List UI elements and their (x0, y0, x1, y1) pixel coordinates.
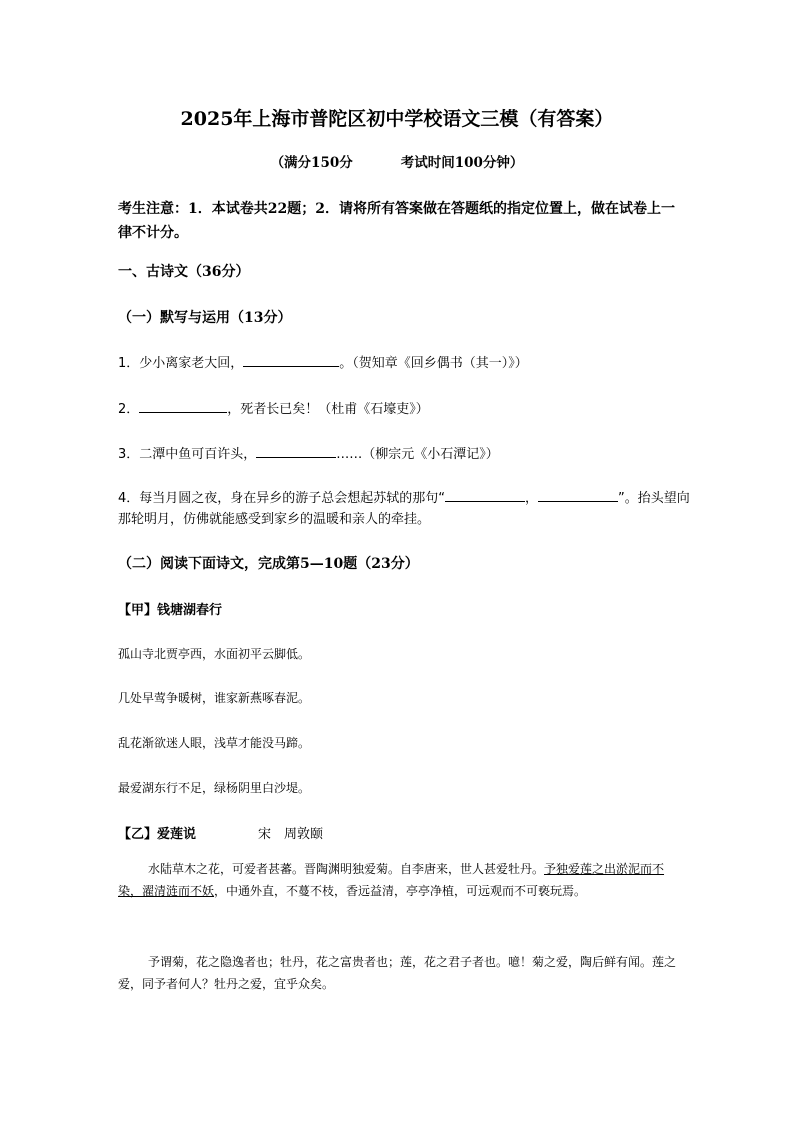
prose-yi-header (118, 823, 323, 842)
time-info: 考试时间100分钟） (400, 155, 524, 171)
answer-blank (256, 444, 336, 458)
poem-jia-label: 【甲】钱塘湖春行 (118, 603, 223, 618)
question-4 (118, 488, 698, 530)
question-1-source: 。（贺知章《回乡偶书（其一）》） (339, 356, 528, 371)
score-info: （满分150分 (270, 155, 353, 171)
page-title: 2025年上海市普陀区初中学校语文三模（有答案） (180, 108, 614, 130)
question-3-text: 3．二潭中鱼可百许头， (118, 447, 257, 462)
question-3-source: ……（柳宗元《小石潭记》） (336, 447, 499, 462)
question-2-number: 2． (118, 402, 140, 417)
section-heading: 一、古诗文（36分） (118, 264, 250, 280)
answer-blank (445, 488, 525, 502)
prose-text: ，中通外直，不蔓不枝，香远益清，亭亭净植，可远观而不可亵玩焉。 (214, 884, 587, 898)
question-4-text: 4．每当月圆之夜，身在异乡的游子总会想起苏轼的那句“ (118, 491, 446, 506)
exam-info (0, 151, 794, 171)
poem-line: 几处早莺争暖树，谁家新燕啄春泥。 (118, 691, 311, 705)
underlined-sentence: 予独爱莲之出淤泥而不染，濯清涟而不妖 (118, 862, 665, 898)
question-1-text: 1．少小离家老大回， (118, 356, 244, 371)
prose-text: 水陆草木之花，可爱者甚蕃。晋陶渊明独爱菊。自李唐来，世人甚爱牡丹。 (148, 862, 545, 876)
prose-yi-label: 【乙】爱莲说 (118, 827, 197, 842)
question-4-continuation: ”。抬头望向那轮明月，仿佛就能感受到家乡的温暖和亲人的牵挂。 (118, 491, 690, 527)
prose-paragraph-2: 予谓菊，花之隐逸者也；牡丹，花之富贵者也；莲，花之君子者也。噫！菊之爱，陶后鲜有闻。莲之爱，同予者何人？牡丹之爱，宜乎众矣。 (118, 955, 677, 991)
exam-notice: 考生注意：1．本试卷共22题；2．请将所有答案做在答题纸的指定位置上，做在试卷上一律不计分。 (118, 201, 675, 241)
question-4-comma: ， (525, 491, 539, 506)
answer-blank (538, 488, 618, 502)
question-2 (118, 398, 429, 417)
poem-line: 孤山寺北贾亭西，水面初平云脚低。 (118, 647, 311, 661)
prose-yi-author: 宋 周敦颐 (258, 827, 324, 842)
poem-line: 乱花渐欲迷人眼，浅草才能没马蹄。 (118, 736, 311, 750)
poem-line: 最爱湖东行不足，绿杨阴里白沙堤。 (118, 781, 311, 795)
question-2-text: ，死者长已矣！（杜甫《石壕吏》） (227, 402, 429, 417)
part2-heading: （二）阅读下面诗文，完成第5—10题（23分） (118, 556, 419, 572)
question-1 (118, 352, 528, 371)
prose-paragraph-1 (118, 858, 683, 902)
answer-blank (139, 399, 227, 413)
part1-heading: （一）默写与运用（13分） (118, 310, 292, 326)
answer-blank (243, 353, 339, 367)
question-3 (118, 443, 499, 462)
